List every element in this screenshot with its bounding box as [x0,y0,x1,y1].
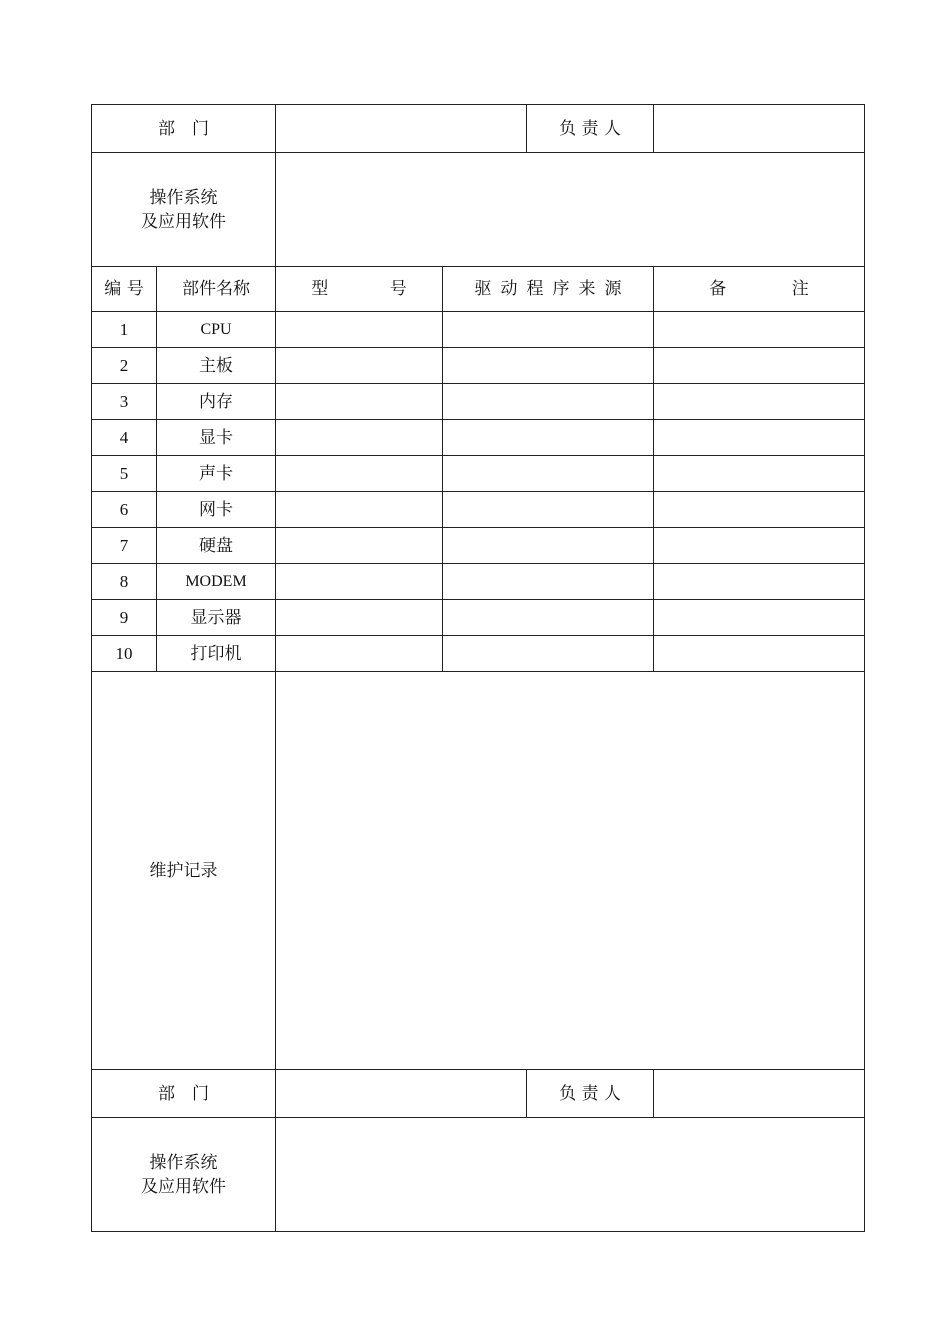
model-cell[interactable] [276,636,443,672]
part-number: 8 [92,564,157,600]
part-name: 显示器 [157,600,276,636]
part-name: 打印机 [157,636,276,672]
model-cell[interactable] [276,420,443,456]
notes-cell[interactable] [654,492,865,528]
notes-cell[interactable] [654,420,865,456]
os-row-2 [92,1118,865,1232]
os-row [92,153,865,267]
driver-source-cell[interactable] [443,348,654,384]
part-name: 主板 [157,348,276,384]
part-number: 5 [92,456,157,492]
driver-source-cell[interactable] [443,384,654,420]
driver-source-cell[interactable] [443,420,654,456]
department-row [92,105,865,153]
part-name: 内存 [157,384,276,420]
part-number: 6 [92,492,157,528]
responsible-field[interactable] [654,105,865,153]
os-field[interactable] [276,153,865,267]
model-cell[interactable] [276,564,443,600]
equipment-form-table [91,104,865,1232]
model-cell[interactable] [276,492,443,528]
column-header-driver-source: 驱动程序来源 [443,267,654,312]
part-number: 1 [92,312,157,348]
column-header-notes: 备 注 [654,267,865,312]
part-name: 硬盘 [157,528,276,564]
responsible-label: 负 责 人 [527,105,654,153]
part-number: 2 [92,348,157,384]
model-cell[interactable] [276,456,443,492]
table-row [92,492,865,528]
model-cell[interactable] [276,384,443,420]
part-name: MODEM [157,564,276,600]
part-name: 显卡 [157,420,276,456]
os-label: 操作系统 及应用软件 [92,153,276,267]
notes-cell[interactable] [654,636,865,672]
notes-cell[interactable] [654,312,865,348]
maintenance-row [92,672,865,1070]
model-cell[interactable] [276,348,443,384]
part-number: 7 [92,528,157,564]
notes-cell[interactable] [654,528,865,564]
table-row [92,600,865,636]
part-number: 3 [92,384,157,420]
part-number: 10 [92,636,157,672]
driver-source-cell[interactable] [443,528,654,564]
driver-source-cell[interactable] [443,564,654,600]
column-header-number: 编 号 [92,267,157,312]
department-label: 部 门 [92,105,276,153]
part-name: 网卡 [157,492,276,528]
table-row [92,564,865,600]
driver-source-cell[interactable] [443,312,654,348]
responsible-field[interactable] [654,1070,865,1118]
part-name: CPU [157,312,276,348]
model-cell[interactable] [276,528,443,564]
department-row-2 [92,1070,865,1118]
maintenance-field[interactable] [276,672,865,1070]
table-row [92,636,865,672]
notes-cell[interactable] [654,564,865,600]
table-row [92,312,865,348]
os-label: 操作系统 及应用软件 [92,1118,276,1232]
responsible-label: 负 责 人 [527,1070,654,1118]
driver-source-cell[interactable] [443,492,654,528]
model-cell[interactable] [276,600,443,636]
model-cell[interactable] [276,312,443,348]
column-header-row [92,267,865,312]
table-row [92,456,865,492]
part-number: 9 [92,600,157,636]
table-row [92,384,865,420]
department-field[interactable] [276,105,527,153]
part-name: 声卡 [157,456,276,492]
notes-cell[interactable] [654,348,865,384]
column-header-model: 型 号 [276,267,443,312]
table-row [92,420,865,456]
driver-source-cell[interactable] [443,600,654,636]
department-field[interactable] [276,1070,527,1118]
department-label: 部 门 [92,1070,276,1118]
os-field[interactable] [276,1118,865,1232]
notes-cell[interactable] [654,600,865,636]
column-header-part-name: 部件名称 [157,267,276,312]
table-row [92,348,865,384]
part-number: 4 [92,420,157,456]
notes-cell[interactable] [654,456,865,492]
driver-source-cell[interactable] [443,456,654,492]
driver-source-cell[interactable] [443,636,654,672]
maintenance-label: 维护记录 [92,672,276,1070]
notes-cell[interactable] [654,384,865,420]
table-row [92,528,865,564]
